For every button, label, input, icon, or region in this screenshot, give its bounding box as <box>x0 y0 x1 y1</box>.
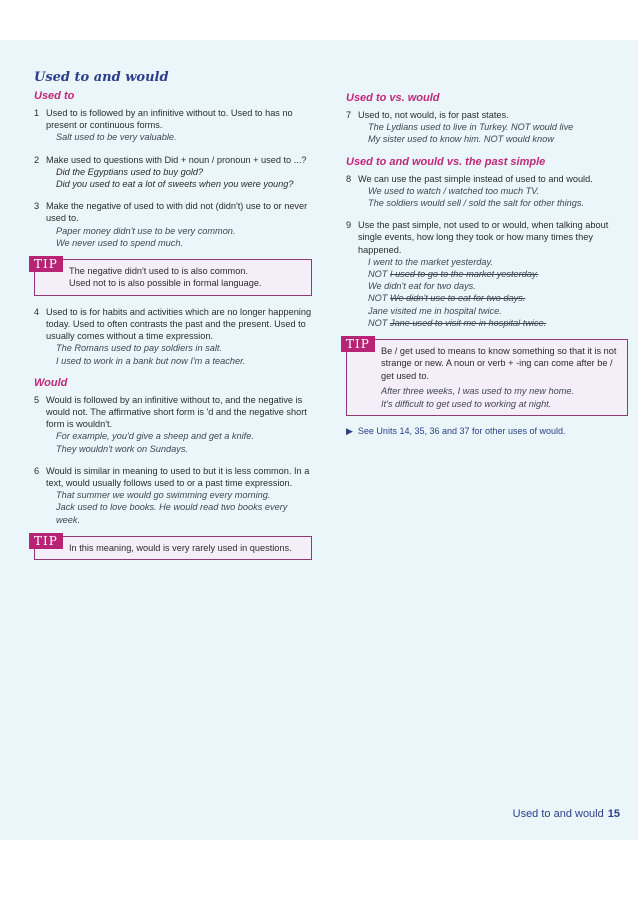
rule-number: 7 <box>346 110 352 120</box>
tip-box-3 <box>346 339 628 416</box>
rule-text: Would is similar in meaning to used to but it is less common. In a text, would usually follows used to or a past time expression. <box>46 465 310 489</box>
example: That summer we would go swimming every morning. <box>56 490 271 501</box>
rule-number: 6 <box>34 465 40 476</box>
rule-text: We can use the past simple instead of used to and would. <box>358 173 593 184</box>
rule-9 <box>336 219 628 329</box>
example: Salt used to be very valuable. <box>56 132 177 143</box>
tip-badge: TIP <box>29 256 63 272</box>
rule-7 <box>336 109 628 146</box>
example: Did the Egyptians used to buy gold? <box>56 166 204 177</box>
page-number: 15 <box>607 808 620 820</box>
example: The Lydians used to live in Turkey. NOT would live <box>368 122 574 133</box>
rule-text: Used to is followed by an infinitive without to. Used to has no present or continuous forms. <box>46 108 293 131</box>
section-heading-used-to-vs-would: Used to vs. would <box>346 92 440 104</box>
rule-number: 4 <box>34 306 40 317</box>
rule-8 <box>336 173 628 210</box>
section-heading-past-simple: Used to and would vs. the past simple <box>346 155 546 168</box>
example: Did you used to eat a lot of sweets when you were young? <box>56 179 294 190</box>
example: The Romans used to pay soldiers in salt. <box>56 343 222 354</box>
tip-example: It's difficult to get used to working at night. <box>381 398 552 409</box>
tip-badge: TIP <box>29 533 63 549</box>
rule-number: 8 <box>346 173 352 184</box>
section-heading-used-to: Used to <box>34 90 75 102</box>
example-not: NOT Jane used to visit me in hospital twice. <box>368 317 547 328</box>
rule-text: Used to, not would, is for past states. <box>358 110 509 120</box>
example: Paper money didn't use to be very common. <box>56 225 236 236</box>
rule-text: Make used to questions with Did + noun / pronoun + used to ...? <box>46 154 307 165</box>
tip-example: After three weeks, I was used to my new home. <box>381 386 575 397</box>
rule-5 <box>24 394 312 455</box>
rule-number: 2 <box>34 154 40 165</box>
rule-1 <box>24 107 312 144</box>
example: The soldiers would sell / sold the salt for other things. <box>368 198 585 209</box>
rule-number: 9 <box>346 220 352 231</box>
example-not: NOT I used to go to the market yesterday. <box>368 269 539 280</box>
tip-text: Used not to is also possible in formal language. <box>69 278 262 289</box>
rule-text: Would is followed by an infinitive without to, and the negative is would not. The affirmative short form is 'd and the negative short form is wouldn't. <box>46 394 307 430</box>
rule-text: Used to is for habits and activities which are no longer happening today. Used to often contrasts the past and the present. Used to usually comes without a time expression. <box>46 306 312 342</box>
example: I went to the market yesterday. <box>368 256 493 267</box>
rule-4 <box>24 306 312 367</box>
rule-number: 1 <box>34 108 40 118</box>
rule-text: Make the negative of used to with did not (didn't) use to or never used to. <box>46 201 308 224</box>
footer-label: Used to and would <box>512 808 604 820</box>
example: I used to work in a bank but now I'm a teacher. <box>56 355 246 366</box>
right-column <box>336 92 628 437</box>
see-also-link[interactable]: ▶ See Units 14, 35, 36 and 37 for other uses of would. <box>346 426 566 437</box>
rule-3 <box>24 200 312 249</box>
example: We never used to spend much. <box>56 237 183 248</box>
left-column <box>24 70 312 570</box>
section-heading-would: Would <box>34 376 68 389</box>
rule-text: Use the past simple, not used to or would, when talking about single events, how long they took or how many times they happened. <box>358 220 609 255</box>
rule-number: 5 <box>34 394 40 405</box>
example: My sister used to know him. NOT would know <box>368 134 554 145</box>
example: We used to watch / watched too much TV. <box>368 185 540 196</box>
rule-2 <box>24 154 312 191</box>
triangle-right-icon: ▶ <box>346 426 353 437</box>
rule-number: 3 <box>34 201 40 212</box>
example: They wouldn't work on Sundays. <box>56 443 188 454</box>
tip-text: The negative didn't used to is also common. <box>69 266 248 277</box>
page-title: Used to and would <box>34 70 169 85</box>
textbook-page <box>0 40 638 840</box>
example: Jane visited me in hospital twice. <box>368 305 502 316</box>
tip-text: Be / get used to means to know something so that it is not strange or new. A noun or verb + -ing can come after be / get used to. <box>381 346 617 381</box>
example: Jack used to love books. He would read two books every week. <box>56 502 288 525</box>
tip-badge: TIP <box>341 336 375 352</box>
page-footer <box>513 808 620 820</box>
tip-box-1 <box>34 259 312 296</box>
example-not: NOT We didn't use to eat for two days. <box>368 293 526 304</box>
rule-6 <box>24 465 312 526</box>
tip-box-2 <box>34 533 312 560</box>
example: For example, you'd give a sheep and get a knife. <box>56 431 254 442</box>
tip-text: In this meaning, would is very rarely used in questions. <box>69 542 292 553</box>
example: We didn't eat for two days. <box>368 281 476 292</box>
